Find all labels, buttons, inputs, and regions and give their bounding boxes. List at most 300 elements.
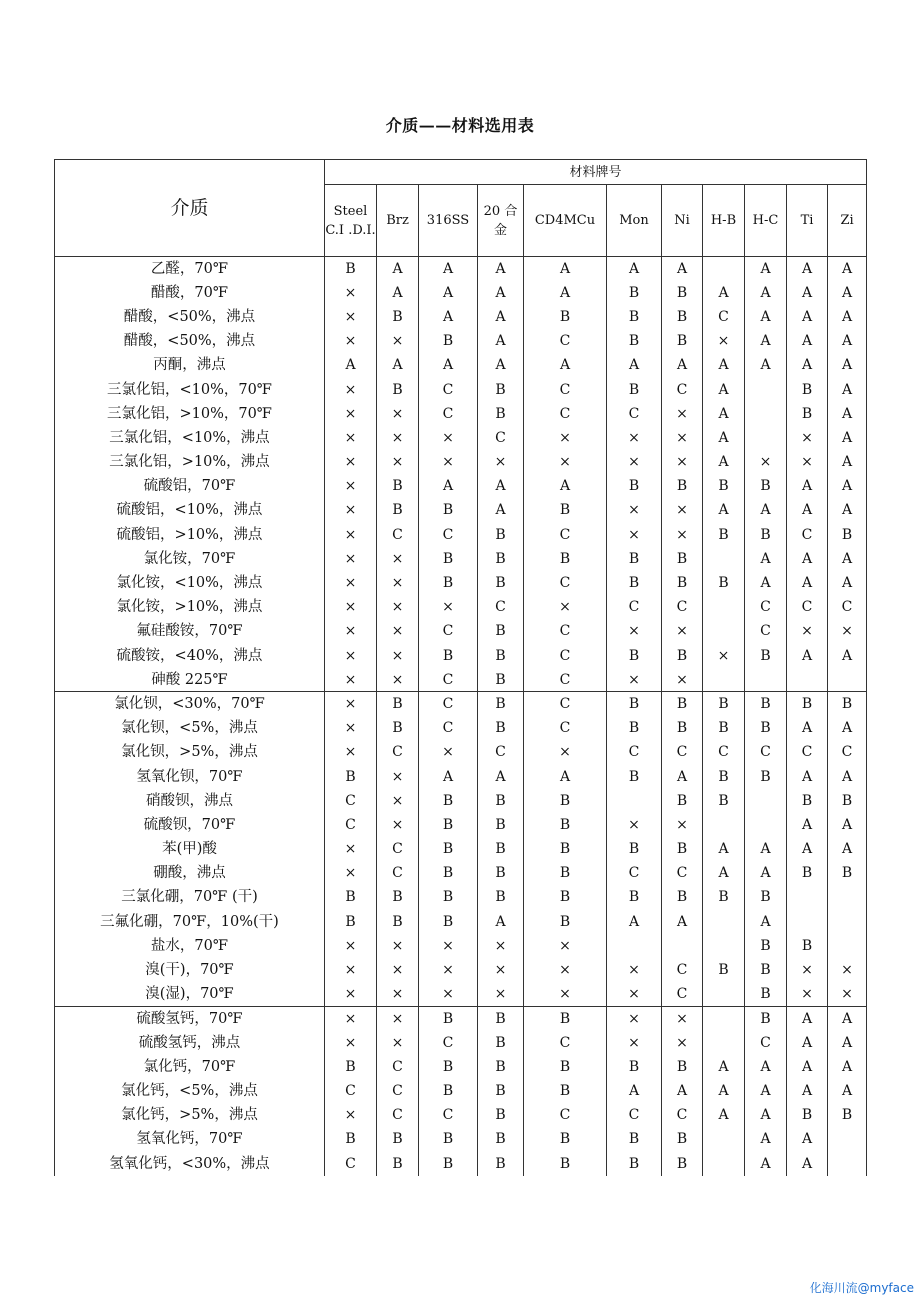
rating-cell: × [325, 329, 377, 353]
rating-cell: A [703, 1055, 745, 1079]
rating-cell: B [703, 571, 745, 595]
rating-cell: A [787, 1079, 828, 1103]
rating-cell [745, 402, 787, 426]
rating-cell: A [377, 353, 419, 377]
rating-cell: A [662, 1079, 703, 1103]
rating-cell [828, 934, 867, 958]
medium-cell: 硫酸钡，70℉ [55, 813, 325, 837]
table-row [55, 668, 867, 692]
rating-cell: B [524, 547, 607, 571]
rating-cell: C [419, 668, 478, 692]
rating-cell: B [524, 813, 607, 837]
rating-cell: B [419, 644, 478, 668]
rating-cell: B [787, 934, 828, 958]
material-header: 316SS [419, 185, 478, 257]
rating-cell: C [787, 595, 828, 619]
rating-cell [703, 547, 745, 571]
rating-cell: A [703, 353, 745, 377]
medium-cell: 砷酸 225℉ [55, 668, 325, 692]
rating-cell: B [524, 498, 607, 522]
rating-cell: B [662, 571, 703, 595]
medium-cell: 氯化钡，<5%，沸点 [55, 716, 325, 740]
rating-cell [607, 789, 662, 813]
rating-cell: B [419, 1006, 478, 1030]
rating-cell: B [325, 764, 377, 788]
table-row [55, 644, 867, 668]
rating-cell: B [478, 547, 524, 571]
rating-cell: A [703, 377, 745, 401]
rating-cell: C [607, 740, 662, 764]
rating-cell: A [478, 764, 524, 788]
rating-cell [703, 595, 745, 619]
table-row [55, 1055, 867, 1079]
rating-cell: B [607, 571, 662, 595]
rating-cell: C [524, 644, 607, 668]
rating-cell: A [662, 353, 703, 377]
rating-cell [703, 257, 745, 281]
medium-cell: 氯化铵，<10%，沸点 [55, 571, 325, 595]
rating-cell: C [524, 1103, 607, 1127]
rating-cell [745, 789, 787, 813]
rating-cell: A [787, 837, 828, 861]
rating-cell: × [419, 450, 478, 474]
rating-cell: B [787, 1103, 828, 1127]
rating-cell: A [828, 547, 867, 571]
medium-cell: 溴(湿)，70℉ [55, 982, 325, 1006]
rating-cell: B [745, 1006, 787, 1030]
rating-cell: × [419, 934, 478, 958]
rating-cell: A [607, 257, 662, 281]
rating-cell: B [478, 1079, 524, 1103]
rating-cell: A [828, 426, 867, 450]
rating-cell: B [662, 474, 703, 498]
rating-cell [828, 668, 867, 692]
rating-cell: × [325, 619, 377, 643]
rating-cell: C [377, 740, 419, 764]
medium-cell: 氯化钙，70℉ [55, 1055, 325, 1079]
medium-cell: 硫酸铝，70℉ [55, 474, 325, 498]
rating-cell: B [524, 837, 607, 861]
table-row [55, 1151, 867, 1175]
table-row [55, 1006, 867, 1030]
rating-cell: B [377, 1151, 419, 1175]
rating-cell: B [662, 1127, 703, 1151]
rating-cell: × [607, 668, 662, 692]
medium-cell: 醋酸，<50%，沸点 [55, 305, 325, 329]
rating-cell: C [662, 377, 703, 401]
rating-cell: B [607, 1151, 662, 1175]
rating-cell: A [787, 1031, 828, 1055]
rating-cell: A [828, 1079, 867, 1103]
rating-cell: C [662, 595, 703, 619]
rating-cell: B [703, 764, 745, 788]
table-row [55, 523, 867, 547]
table-row [55, 450, 867, 474]
rating-cell: × [478, 450, 524, 474]
rating-cell: C [325, 1151, 377, 1175]
rating-cell: A [703, 1079, 745, 1103]
table-row [55, 426, 867, 450]
rating-cell: C [419, 377, 478, 401]
rating-cell: A [419, 764, 478, 788]
rating-cell: C [524, 668, 607, 692]
rating-cell: A [703, 861, 745, 885]
rating-cell: B [524, 789, 607, 813]
rating-cell: A [524, 257, 607, 281]
rating-cell: A [745, 861, 787, 885]
rating-cell: A [828, 837, 867, 861]
rating-cell: B [607, 837, 662, 861]
rating-cell: A [703, 426, 745, 450]
rating-cell: A [524, 764, 607, 788]
rating-cell: × [325, 644, 377, 668]
rating-cell [828, 1151, 867, 1175]
rating-cell: B [662, 1055, 703, 1079]
rating-cell: A [787, 813, 828, 837]
rating-cell: B [478, 837, 524, 861]
rating-cell [703, 1031, 745, 1055]
rating-cell: B [662, 547, 703, 571]
rating-cell: × [377, 764, 419, 788]
rating-cell: B [478, 789, 524, 813]
rating-cell: A [478, 910, 524, 934]
rating-cell [703, 813, 745, 837]
rating-cell: × [524, 982, 607, 1006]
rating-cell: B [524, 1127, 607, 1151]
rating-cell: B [419, 1055, 478, 1079]
rating-cell: B [787, 789, 828, 813]
table-row [55, 377, 867, 401]
rating-cell: A [745, 1103, 787, 1127]
rating-cell: × [478, 982, 524, 1006]
rating-cell: B [745, 523, 787, 547]
rating-cell: × [419, 982, 478, 1006]
rating-cell: B [662, 692, 703, 716]
rating-cell: × [524, 450, 607, 474]
rating-cell: B [787, 861, 828, 885]
rating-cell [745, 668, 787, 692]
rating-cell: B [745, 644, 787, 668]
rating-cell: B [745, 764, 787, 788]
medium-cell: 三氯化铝，<10%，70℉ [55, 377, 325, 401]
rating-cell: × [419, 595, 478, 619]
rating-cell: B [419, 885, 478, 909]
rating-cell: A [745, 281, 787, 305]
rating-cell: B [478, 1031, 524, 1055]
rating-cell: C [524, 571, 607, 595]
table-row [55, 595, 867, 619]
table-row [55, 619, 867, 643]
rating-cell [703, 982, 745, 1006]
medium-cell: 氟硅酸铵，70℉ [55, 619, 325, 643]
table-row [55, 861, 867, 885]
rating-cell: × [607, 958, 662, 982]
medium-cell: 盐水，70℉ [55, 934, 325, 958]
table-row [55, 1079, 867, 1103]
table-row [55, 716, 867, 740]
rating-cell: A [325, 353, 377, 377]
rating-cell: B [828, 861, 867, 885]
rating-cell: B [478, 1006, 524, 1030]
rating-cell [703, 934, 745, 958]
material-header: H-C [745, 185, 787, 257]
medium-cell: 三氟化硼，70℉，10%(干) [55, 910, 325, 934]
rating-cell [828, 910, 867, 934]
rating-cell: A [745, 257, 787, 281]
rating-cell: B [478, 1151, 524, 1175]
medium-header: 介质 [55, 160, 325, 257]
rating-cell: × [419, 426, 478, 450]
rating-cell: B [703, 716, 745, 740]
rating-cell: C [524, 523, 607, 547]
rating-cell: B [377, 377, 419, 401]
rating-cell [787, 885, 828, 909]
rating-cell: B [828, 692, 867, 716]
rating-cell: A [662, 257, 703, 281]
rating-cell: A [828, 644, 867, 668]
rating-cell: B [524, 1006, 607, 1030]
rating-cell: A [828, 257, 867, 281]
rating-cell [703, 668, 745, 692]
rating-cell: B [703, 692, 745, 716]
material-header: CD4MCu [524, 185, 607, 257]
table-row [55, 837, 867, 861]
rating-cell: × [325, 571, 377, 595]
material-header: Ni [662, 185, 703, 257]
medium-cell: 硫酸铝，>10%，沸点 [55, 523, 325, 547]
medium-cell: 氯化钡，>5%，沸点 [55, 740, 325, 764]
table-row [55, 813, 867, 837]
table-row [55, 1031, 867, 1055]
rating-cell: × [325, 402, 377, 426]
rating-cell: C [703, 305, 745, 329]
rating-cell: C [325, 789, 377, 813]
rating-cell: × [787, 982, 828, 1006]
rating-cell: A [524, 281, 607, 305]
rating-cell: B [607, 1055, 662, 1079]
rating-cell: B [745, 474, 787, 498]
rating-cell: B [745, 982, 787, 1006]
rating-cell [662, 934, 703, 958]
rating-cell: × [524, 595, 607, 619]
rating-cell: B [703, 474, 745, 498]
rating-cell: C [478, 595, 524, 619]
table-row [55, 789, 867, 813]
rating-cell: C [607, 402, 662, 426]
rating-cell: C [745, 1031, 787, 1055]
rating-cell: B [524, 305, 607, 329]
rating-cell: C [607, 595, 662, 619]
medium-cell: 硝酸钡，沸点 [55, 789, 325, 813]
table-row [55, 474, 867, 498]
rating-cell: B [478, 692, 524, 716]
rating-cell: B [478, 402, 524, 426]
rating-cell: × [419, 958, 478, 982]
rating-cell: A [377, 281, 419, 305]
rating-cell: × [607, 982, 662, 1006]
rating-cell: × [377, 644, 419, 668]
medium-cell: 溴(干)，70℉ [55, 958, 325, 982]
rating-cell: B [828, 1103, 867, 1127]
rating-cell: C [524, 329, 607, 353]
rating-cell: B [787, 402, 828, 426]
rating-cell: B [377, 1127, 419, 1151]
rating-cell: A [828, 329, 867, 353]
medium-cell: 氢氧化钙，<30%，沸点 [55, 1151, 325, 1175]
rating-cell: A [419, 257, 478, 281]
rating-cell: C [377, 861, 419, 885]
rating-cell [607, 934, 662, 958]
rating-cell: A [787, 353, 828, 377]
rating-cell: C [524, 402, 607, 426]
rating-cell: B [703, 789, 745, 813]
rating-cell: B [662, 1151, 703, 1175]
rating-cell: B [745, 692, 787, 716]
rating-cell: C [662, 958, 703, 982]
rating-cell: A [745, 1127, 787, 1151]
rating-cell: × [787, 958, 828, 982]
rating-cell: C [745, 595, 787, 619]
rating-cell: B [478, 571, 524, 595]
rating-cell: A [745, 1151, 787, 1175]
medium-cell: 硫酸氢钙，沸点 [55, 1031, 325, 1055]
rating-cell: × [325, 692, 377, 716]
rating-cell: C [377, 1079, 419, 1103]
rating-cell: C [828, 595, 867, 619]
table-row [55, 764, 867, 788]
rating-cell: C [325, 1079, 377, 1103]
rating-cell: B [703, 523, 745, 547]
rating-cell: × [662, 498, 703, 522]
rating-cell: C [325, 813, 377, 837]
rating-cell: A [703, 281, 745, 305]
table-row [55, 1103, 867, 1127]
rating-cell: × [524, 426, 607, 450]
rating-cell: A [828, 1055, 867, 1079]
rating-cell: × [662, 523, 703, 547]
rating-cell: × [377, 450, 419, 474]
rating-cell: A [787, 1151, 828, 1175]
rating-cell: A [787, 257, 828, 281]
rating-cell [745, 813, 787, 837]
rating-cell: B [419, 813, 478, 837]
rating-cell: B [419, 789, 478, 813]
medium-cell: 三氯化硼，70℉ (干) [55, 885, 325, 909]
rating-cell: B [607, 885, 662, 909]
medium-cell: 三氯化铝，>10%，沸点 [55, 450, 325, 474]
rating-cell: × [662, 619, 703, 643]
rating-cell: × [377, 595, 419, 619]
rating-cell [703, 1151, 745, 1175]
rating-cell: × [377, 813, 419, 837]
rating-cell: B [377, 885, 419, 909]
rating-cell: A [703, 450, 745, 474]
rating-cell: B [478, 1103, 524, 1127]
rating-cell: × [478, 934, 524, 958]
table-row [55, 305, 867, 329]
rating-cell: B [662, 789, 703, 813]
rating-cell: A [662, 764, 703, 788]
rating-cell: A [745, 1055, 787, 1079]
rating-cell: C [524, 692, 607, 716]
rating-cell: C [478, 426, 524, 450]
rating-cell [745, 426, 787, 450]
rating-cell: B [325, 885, 377, 909]
rating-cell: A [524, 353, 607, 377]
rating-cell: A [787, 1006, 828, 1030]
medium-cell: 氯化钙，>5%，沸点 [55, 1103, 325, 1127]
rating-cell: B [419, 1127, 478, 1151]
table-row [55, 982, 867, 1006]
rating-cell: × [662, 426, 703, 450]
rating-cell: B [524, 861, 607, 885]
rating-cell: C [419, 716, 478, 740]
rating-cell: A [703, 837, 745, 861]
material-group-header: 材料牌号 [325, 160, 867, 185]
rating-cell: × [662, 402, 703, 426]
medium-cell: 硫酸铵，<40%，沸点 [55, 644, 325, 668]
rating-cell: × [325, 1006, 377, 1030]
material-header: Zi [828, 185, 867, 257]
rating-cell: C [787, 523, 828, 547]
rating-cell: A [478, 305, 524, 329]
rating-cell: A [377, 257, 419, 281]
material-header: Mon [607, 185, 662, 257]
rating-cell: × [377, 402, 419, 426]
rating-cell: × [828, 982, 867, 1006]
table-row [55, 281, 867, 305]
rating-cell: C [419, 523, 478, 547]
rating-cell: B [419, 329, 478, 353]
rating-cell: C [662, 1103, 703, 1127]
rating-cell: A [745, 1079, 787, 1103]
rating-cell: B [607, 716, 662, 740]
rating-cell: B [745, 958, 787, 982]
rating-cell: C [787, 740, 828, 764]
rating-cell: B [662, 305, 703, 329]
table-row [55, 692, 867, 716]
medium-cell: 氯化钙，<5%，沸点 [55, 1079, 325, 1103]
rating-cell: × [377, 571, 419, 595]
table-row [55, 498, 867, 522]
medium-cell: 氯化钡，<30%，70℉ [55, 692, 325, 716]
rating-cell: × [524, 934, 607, 958]
rating-cell: B [377, 910, 419, 934]
rating-cell: × [325, 426, 377, 450]
rating-cell: A [828, 402, 867, 426]
rating-cell: × [524, 740, 607, 764]
rating-cell: A [419, 281, 478, 305]
rating-cell: C [377, 1055, 419, 1079]
table-row [55, 329, 867, 353]
rating-cell: B [377, 716, 419, 740]
rating-cell: B [478, 1055, 524, 1079]
rating-cell: A [745, 837, 787, 861]
rating-cell: B [703, 885, 745, 909]
rating-cell: × [377, 958, 419, 982]
rating-cell: C [524, 377, 607, 401]
rating-cell: A [787, 547, 828, 571]
rating-cell: × [325, 377, 377, 401]
rating-cell: B [607, 764, 662, 788]
rating-cell: A [787, 474, 828, 498]
rating-cell: × [377, 547, 419, 571]
rating-cell: B [325, 1055, 377, 1079]
rating-cell: × [377, 329, 419, 353]
rating-cell: B [325, 257, 377, 281]
rating-cell: B [745, 885, 787, 909]
rating-cell: B [478, 523, 524, 547]
